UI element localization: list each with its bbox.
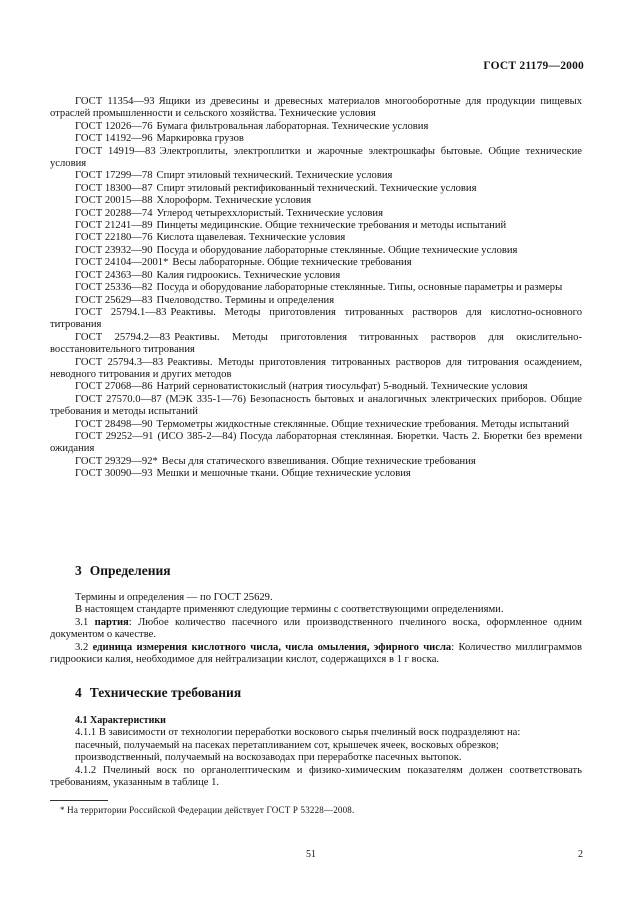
reference-code: ГОСТ 21241—89 <box>75 220 153 232</box>
reference-code: ГОСТ 14919—83 <box>75 145 156 157</box>
page-number-right: 2 <box>578 849 583 860</box>
reference-item <box>50 183 582 195</box>
reference-title: Углерод четыреххлористый. Технические условия <box>156 207 383 219</box>
subsection-title: Характеристики <box>90 715 166 726</box>
reference-item <box>50 394 582 419</box>
reference-title: Посуда и оборудование лабораторные стеклянные. Типы, основные параметры и размеры <box>156 282 563 294</box>
reference-code: ГОСТ 29252—91 <box>75 430 154 442</box>
reference-item <box>50 307 582 332</box>
reference-title: Калия гидроокись. Технические условия <box>156 269 341 281</box>
paragraph: пасечный, получаемый на пасеках перетапливанием сот, крышечек ячеек, восковых обрезков; <box>75 739 499 751</box>
reference-item <box>50 282 582 294</box>
paragraph: Термины и определения — по ГОСТ 25629. <box>75 592 273 603</box>
reference-code: ГОСТ 14192—96 <box>75 133 153 145</box>
reference-title: Электроплиты, электроплитки и жарочные электрошкафы бытовые. Общие технические условия <box>50 145 583 170</box>
reference-code: ГОСТ 28498—90 <box>75 418 153 430</box>
reference-item <box>50 431 582 456</box>
reference-title: Весы для статического взвешивания. Общие технические требования <box>161 455 476 467</box>
section-4-heading <box>75 685 241 701</box>
section-number: 4 <box>75 685 82 700</box>
reference-code: ГОСТ 25794.2—83 <box>75 331 171 343</box>
reference-item <box>50 468 582 480</box>
reference-code: ГОСТ 20015—88 <box>75 195 153 207</box>
reference-title: Посуда и оборудование лабораторные стеклянные. Общие технические условия <box>156 244 518 256</box>
reference-code: ГОСТ 25336—82 <box>75 282 153 294</box>
footnote: * На территории Российской Федерации действует ГОСТ Р 53228—2008. <box>60 805 355 815</box>
reference-item <box>50 381 582 393</box>
reference-title: (МЭК 335-1—76) Безопасность бытовых и аналогичных электрических приборов. Общие требования и методы испытаний <box>50 393 582 418</box>
subsection-heading <box>50 715 582 727</box>
reference-title: (ИСО 385-2—84) Посуда лабораторная стеклянная. Бюретки. Часть 2. Бюретки без времени ожидания <box>50 430 582 455</box>
reference-code: ГОСТ 24104—2001* <box>75 257 169 269</box>
reference-item <box>50 257 582 269</box>
reference-code: ГОСТ 30090—93 <box>75 468 153 480</box>
reference-title: Мешки и мешочные ткани. Общие технические условия <box>156 468 411 480</box>
reference-item <box>50 245 582 257</box>
reference-code: ГОСТ 18300—87 <box>75 182 153 194</box>
reference-item <box>50 121 582 133</box>
normative-references-list <box>50 96 582 481</box>
reference-code: ГОСТ 17299—78 <box>75 170 153 182</box>
reference-item <box>50 220 582 232</box>
reference-item <box>50 208 582 220</box>
reference-code: ГОСТ 20288—74 <box>75 207 153 219</box>
paragraph: В настоящем стандарте применяют следующие термины с соответствующими определениями. <box>75 604 504 616</box>
reference-title: Ящики из древесины и древесных материалов многооборотные для продукции пищевых отраслей промышленности и сельского хозяйства. Технические условия <box>50 96 582 120</box>
subsection-number: 4.1 <box>75 715 88 726</box>
reference-title: Спирт этиловый ректификованный технический. Технические условия <box>156 182 477 194</box>
reference-title: Бумага фильтровальная лабораторная. Технические условия <box>156 120 429 132</box>
definition-item <box>50 617 582 642</box>
reference-code: ГОСТ 22180—76 <box>75 232 153 244</box>
reference-title: Спирт этиловый технический. Технические условия <box>156 170 393 182</box>
definition-text: : Количество миллиграммов гидроокиси калия, необходимое для нейтрализации кислот, содержащихся в 1 г воска. <box>50 641 582 666</box>
definition-text: : Любое количество пасечного или производственного пчелиного воска, оформленное одним документом о качестве. <box>50 616 582 641</box>
section-title: Определения <box>89 563 171 578</box>
reference-title: Реактивы. Методы приготовления титрованных растворов для титрования осаждением, неводного титрования и других методов <box>50 356 582 380</box>
reference-item <box>50 295 582 307</box>
reference-code: ГОСТ 12026—76 <box>75 120 153 132</box>
footnote-divider <box>50 800 108 801</box>
paragraph: 4.1.2 Пчелиный воск по органолептическим и физико-химическим показателям должен соответствовать требованиям, указанным в таблице 1. <box>50 764 582 789</box>
reference-title: Натрий серноватистокислый (натрия тиосульфат) 5-водный. Технические условия <box>156 381 528 393</box>
reference-title: Реактивы. Методы приготовления титрованных растворов для окислительно-восстановительного титрования <box>50 331 582 356</box>
reference-item <box>50 146 582 171</box>
reference-item <box>50 332 582 357</box>
reference-item <box>50 232 582 244</box>
page-number-center: 51 <box>306 849 316 860</box>
definition-number: 3.1 <box>75 616 89 628</box>
reference-title: Маркировка грузов <box>156 133 244 145</box>
reference-code: ГОСТ 24363—80 <box>75 269 153 281</box>
section-number: 3 <box>75 563 82 578</box>
reference-item <box>50 133 582 145</box>
section-3-heading <box>75 563 171 579</box>
reference-code: ГОСТ 11354—93 <box>75 96 155 107</box>
reference-title: Хлороформ. Технические условия <box>156 195 312 207</box>
reference-title: Термометры жидкостные стеклянные. Общие технические требования. Методы испытаний <box>156 418 570 430</box>
paragraph: 4.1.1 В зависимости от технологии переработки воскового сырья пчелиный воск подразделяют на: <box>75 727 521 739</box>
reference-item <box>50 456 582 468</box>
definition-term: партия <box>94 616 129 628</box>
reference-item <box>50 96 582 121</box>
reference-code: ГОСТ 25794.3—83 <box>75 356 164 368</box>
reference-code: ГОСТ 25629—83 <box>75 294 153 306</box>
paragraph: производственный, получаемый на воскозаводах при переработке пасечных вытопок. <box>75 752 462 764</box>
reference-title: Пинцеты медицинские. Общие технические требования и методы испытаний <box>156 220 507 232</box>
reference-item <box>50 357 582 382</box>
reference-title: Кислота щавелевая. Технические условия <box>156 232 346 244</box>
section-3-body <box>50 592 582 666</box>
section-title: Технические требования <box>89 685 242 700</box>
definition-item <box>50 642 582 667</box>
reference-item <box>50 170 582 182</box>
document-header: ГОСТ 21179—2000 <box>483 60 584 72</box>
reference-code: ГОСТ 29329—92* <box>75 455 158 467</box>
reference-item <box>50 195 582 207</box>
reference-code: ГОСТ 27570.0—87 <box>75 393 162 405</box>
reference-title: Реактивы. Методы приготовления титрованных растворов для кислотно-основного титрования <box>50 306 582 331</box>
reference-code: ГОСТ 27068—86 <box>75 381 153 393</box>
reference-item <box>50 419 582 431</box>
reference-title: Весы лабораторные. Общие технические требования <box>172 257 412 269</box>
definition-term: единица измерения кислотного числа, числа омыления, эфирного числа <box>92 641 452 653</box>
definition-number: 3.2 <box>75 641 89 653</box>
section-4-body <box>50 715 582 789</box>
reference-title: Пчеловодство. Термины и определения <box>156 294 335 306</box>
reference-code: ГОСТ 25794.1—83 <box>75 306 167 318</box>
reference-item <box>50 270 582 282</box>
reference-code: ГОСТ 23932—90 <box>75 244 153 256</box>
